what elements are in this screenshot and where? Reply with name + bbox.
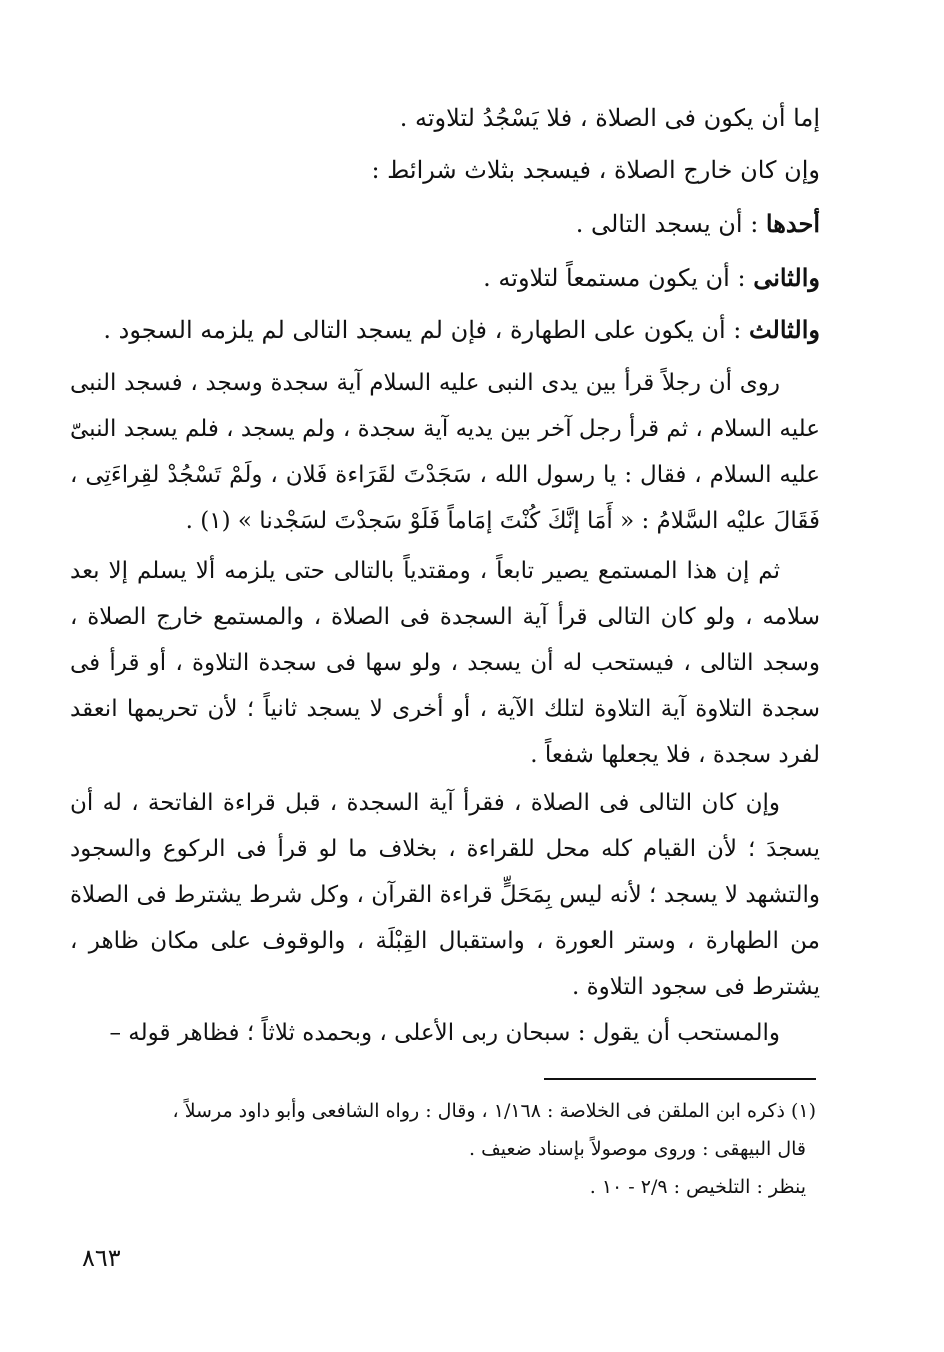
intro-line-text: وإن كان خارج الصلاة ، فيسجد بثلاث شرائط : bbox=[371, 156, 820, 184]
intro-line-1 bbox=[70, 92, 820, 144]
footnote-line: (١) ذكره ابن الملقن فى الخلاصة : ١/١٦٨ ، وقال : رواه الشافعى وأبو داود مرسلاً ، bbox=[172, 1100, 816, 1122]
intro-line-text: : أن يسجد التالى . bbox=[575, 210, 766, 238]
intro-line-lead: أحدها bbox=[765, 209, 820, 238]
intro-line-2 bbox=[70, 144, 820, 196]
paragraph-hadith: روى أن رجلاً قرأ بين يدى النبى عليه السلام آية سجدة وسجد ، فسجد النبى عليه السلام ، ثم قرأ رجل آخر بين يديه آية سجدة ، ولم يسجد ، فلم يسجد النبىّ عليه السلام ، فقال : يا رسول الله ، سَجَدْتَ لقَرَاءة فَلان ، ولَمْ تَسْجُدْ لقِراءَتِى ، فَقَالَ عليْه السَّلامُ : « أَمَا إنَّكَ كُنْتَ إمَاماً فَلَوْ سَجدْتَ لسَجْدنا » (١) . bbox=[70, 370, 820, 534]
intro-line-text: : أن يكون على الطهارة ، فإن لم يسجد التالى لم يلزمه السجود . bbox=[103, 316, 749, 344]
intro-line-lead: والثانى bbox=[753, 263, 820, 292]
intro-line-4 bbox=[70, 252, 820, 304]
intro-line-5 bbox=[70, 304, 820, 356]
intro-line-3 bbox=[70, 198, 820, 250]
page-number: ٨٦٣ bbox=[82, 1244, 121, 1272]
paragraph-reciter-in-prayer: وإن كان التالى فى الصلاة ، فقرأ آية السجدة ، قبل قراءة الفاتحة ، له أن يسجدَ ؛ لأن القيام كله محل للقراءة ، بخلاف ما لو قرأ فى الركوع والسجود والتشهد لا يسجد ؛ لأنه ليس بِمَحَلٍّ قراءة القرآن ، وكل شرط يشترط فى الصلاة من الطهارة ، وستر العورة ، واستقبال القِبْلَة ، والوقوف على مكان ظاهر ، يشترط فى سجود التلاوة . bbox=[70, 790, 820, 1000]
footnote-line: ينظر : التلخيص : ٢/٩ - ١٠ . bbox=[589, 1176, 806, 1198]
paragraph-listener: ثم إن هذا المستمع يصير تابعاً ، ومقتدياً بالتالى حتى يلزمه ألا يسلم إلا بعد سلامه ، ولو كان التالى قرأ آية السجدة فى الصلاة ، والمستمع خارج الصلاة ، وسجد التالى ، فيستحب له أن يسجد ، ولو سها فى سجدة التلاوة ، أو قرأ فى سجدة التلاوة آية التلاوة لتلك الآية ، أو أخرى لا يسجد ثانياً ؛ لأن تحريمها انعقد لفرد سجدة ، فلا يجعلها شفعاً . bbox=[70, 558, 820, 768]
footnote-line: قال البيهقى : وروى موصولاً بإسناد ضعيف . bbox=[469, 1138, 806, 1160]
paragraph-recommended: والمستحب أن يقول : سبحان ربى الأعلى ، وبحمده ثلاثاً ؛ فظاهر قوله – bbox=[109, 1020, 780, 1046]
intro-line-text: : أن يكون مستمعاً لتلاوته . bbox=[483, 264, 754, 292]
footnotes bbox=[70, 1092, 816, 1206]
footnote-divider bbox=[544, 1078, 816, 1080]
intro-line-lead: والثالث bbox=[748, 315, 820, 344]
intro-line-text: إما أن يكون فى الصلاة ، فلا يَسْجُدُ لتلاوته . bbox=[399, 104, 820, 132]
